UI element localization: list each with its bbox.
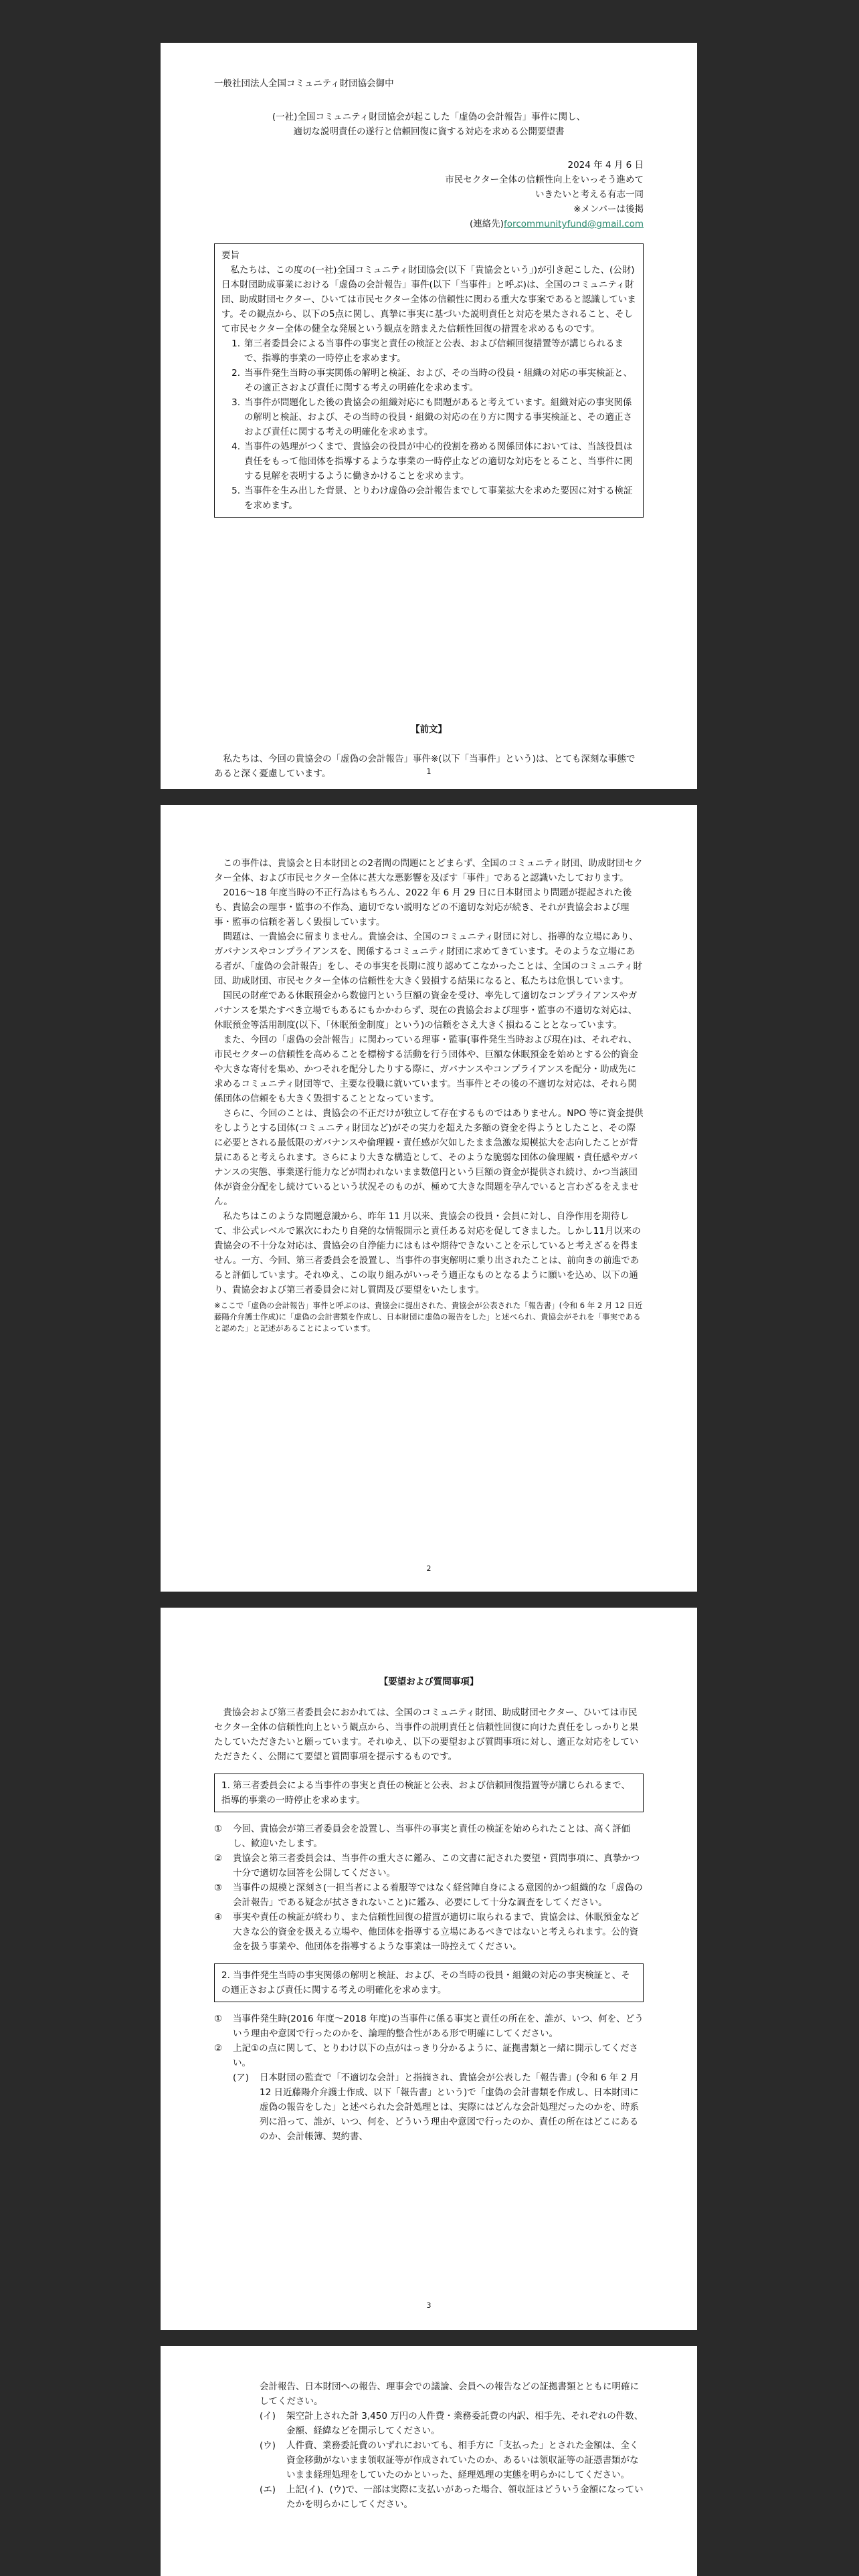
title-line-2: 適切な説明責任の遂行と信頼回復に資する対応を求める公開要望書	[293, 126, 565, 137]
request-box-2	[214, 1963, 644, 2002]
paragraph: さらに、今回のことは、貴協会の不正だけが独立して存在するものではありません。NPO 等に資金提供をしようとする団体(コミュニティ財団など)がその実力を超えた多額の資金を得ようとしたこと、その際に必要とされる最低限のガバナンスや倫理観・責任感が欠如したまま急激な規模拡大を志向したことが背景にあると考えられます。さらにより大きな構造として、そのような脆弱な団体の倫理観・責任感やガバナンスの実態、事業遂行能力などが問われないまま数億円という巨額の資金が提供され続け、かつ当該団体が資金分配をし続けているという状況そのものが、極めて大きな問題を孕んでいると言わざるをえません。	[214, 1108, 644, 1207]
summary-item: 2. 当事件発生当時の事実関係の解明と検証、および、その当時の役員・組織の対応の事実検証と、その適正さおよび責任に関する考えの明確化を求めます。	[231, 368, 632, 393]
addressee: 一般社団法人全国コミュニティ財団協会御中	[214, 78, 394, 89]
request-2-text: 2. 当事件発生当時の事実関係の解明と検証、および、その当時の役員・組織の対応の事実検証と、その適正さおよび責任に関する考えの明確化を求めます。	[221, 1970, 630, 1996]
sub-item: (エ) 上記(イ)、(ウ)で、一部は実際に支払いがあった場合、領収証はどういう金額になっていたかを明らかにしてください。	[260, 2484, 644, 2510]
sub-item: (ウ) 人件費、業務委託費のいずれにおいても、相手方に「支払った」とされた金額は、全く資金移動がないまま領収証等が作成されていたのか、あるいは領収証等の証憑書類がないまま経理処理をしていたのかといった、経理処理の実態を明らかにしてください。	[260, 2440, 639, 2480]
paragraph: また、今回の「虚偽の会計報告」に関わっている理事・監事(事件発生当時および現在)は、それぞれ、市民セクターの信頼性を高めることを標榜する活動を行う団体や、巨額な休眠預金を始めとする公的資金や大きな寄付を集め、かつそれを配分したりする際に、ガバナンスやコンプライアンスを配分・助成先に求めるコミュニティ財団等で、主要な役職に就いています。当事件とその後の不適切な対応は、それら関係団体の信頼をも大きく毀損することとなっています。	[214, 1035, 638, 1104]
contact-line	[214, 217, 644, 231]
page-number: 1	[426, 767, 432, 776]
request-1-text: 1. 第三者委員会による当事件の事実と責任の検証と公表、および信頼回復措置等が講じられるまで、指導的事業の一時停止を求めます。	[221, 1780, 630, 1806]
document-page-2	[161, 805, 697, 1592]
date: 2024 年 4 月 6 日	[567, 160, 644, 171]
list-item: ③ 当事件の規模と深刻さ(一担当者による着服等ではなく経営陣自身による意図的かつ組織的な「虚偽の会計報告」である疑念が拭さきれないこと)に鑑み、必要にして十分な調査をしてください。	[214, 1883, 643, 1908]
summary-item: 3. 当事件が問題化した後の貴協会の組織対応にも問題があると考えています。組織対応の事実関係の解明と検証、および、その当時の役員・組織の対応の在り方に関する事実検証と、その適正さおよび責任に関する考えの明確化を求めます。	[231, 397, 632, 437]
summary-item: 1. 第三者委員会による当事件の事実と責任の検証と公表、および信頼回復措置等が講じられるまで、指導的事業の一時停止を求めます。	[231, 338, 624, 364]
document-page-3	[161, 1608, 697, 2330]
contact-email-link[interactable]: forcommunityfund@gmail.com	[504, 219, 644, 229]
title-line-1: (一社)全国コミュニティ財団協会が起こした「虚偽の会計報告」事件に関し、	[272, 112, 586, 122]
sender-line-3: ※メンバーは後掲	[573, 204, 644, 215]
summary-heading: 要旨	[221, 250, 240, 261]
contact-label: (連絡先)	[470, 219, 504, 229]
page-number: 3	[426, 2301, 432, 2310]
summary-list	[221, 336, 636, 513]
list-item: ① 今回、貴協会が第三者委員会を設置し、当事件の事実と責任の検証を始められたことは、高く評価し、歓迎いたします。	[214, 1824, 630, 1849]
page2-body	[214, 856, 644, 1334]
preface-body: 私たちは、今回の貴協会の「虚偽の会計報告」事件※(以下「当事件」という)は、とても深刻な事態であると深く憂慮しています。	[214, 754, 636, 779]
list-item: ② 貴協会と第三者委員会は、当事件の重大さに鑑み、この文書に記された要望・質問事項に、真摯かつ十分で適切な回答を公開してください。	[214, 1853, 640, 1879]
requests-intro: 貴協会および第三者委員会におかれては、全国のコミュニティ財団、助成財団セクター、ひいては市民セクター全体の信頼性向上という観点から、当事件の説明責任と信頼性回復に向けた責任をしっかりと果たしていただきたいと願っています。それゆえ、以下の要望および質問事項に対し、適正な対応をしていただきたく、公開にて要望と質問事項を提示するものです。	[214, 1707, 639, 1762]
request-box-1	[214, 1774, 644, 1812]
sender-line-2: いきたいと考える有志一同	[535, 189, 644, 200]
summary-body: 私たちは、この度の(一社)全国コミュニティ財団協会(以下「貴協会という」)が引き起こした、(公財)日本財団助成事業における「虚偽の会計報告」事件(以下「当事件」と呼ぶ)は、全国のコミュニティ財団、助成財団セクター、ひいては市民セクター全体の信頼性に関わる重大な事案であると認識しています。その観点から、以下の5点に関し、真摯に事実に基づいた説明責任と対応を果たされること、そして市民セクター全体の健全な発展という観点を踏まえた信頼性回復の措置を求めるものです。	[221, 265, 636, 334]
sender-line-1: 市民セクター全体の信頼性向上をいっそう進めて	[445, 175, 644, 185]
footnote: ※ここで「虚偽の会計報告」事件と呼ぶのは、貴協会に提出された、貴協会が公表された「報告書」(令和 6 年 2 月 12 日近藤陽介弁護士作成)に「虚偽の会計書類を作成し、日本財団に虚偽の報告をした」と述べられ、貴協会がそれを「事実であると認めた」と記述があることによっています。	[214, 1301, 643, 1333]
summary-box	[214, 243, 644, 518]
list-item: ① 当事件発生時(2016 年度～2018 年度)の当事件に係る事実と責任の所在を、誰が、いつ、何を、どういう理由や意図で行ったのかを、論理的整合性がある形で明確にしてください。	[214, 2014, 644, 2039]
sub-item: (イ) 架空計上された計 3,450 万円の人件費・業務委託費の内訳、相手先、それぞれの件数、金額、経緯などを開示してください。	[260, 2411, 644, 2436]
document-page-1	[161, 43, 697, 789]
page-number: 2	[426, 1564, 432, 1573]
paragraph: この事件は、貴協会と日本財団との2者間の問題にとどまらず、全国のコミュニティ財団、助成財団セクター全体、および市民セクター全体に甚大な悪影響を及ぼす「事件」であると認識いたしております。	[214, 858, 643, 883]
document-page-4	[161, 2346, 697, 2576]
list-item: ④ 事実や責任の検証が終わり、また信頼性回復の措置が適切に取られるまで、貴協会は、休眠預金など大きな公的資金を扱える立場や、他団体を指導する立場にあるべきではないと考えられます。公的資金を扱う事業や、他団体を指導するような事業は一時控えてください。	[214, 1912, 640, 1952]
paragraph: 私たちはこのような問題意識から、昨年 11 月以来、貴協会の役員・会員に対し、自浄作用を期待して、非公式レベルで累次にわたり自発的な情報開示と責任ある対応を促してきました。しかし11月以来の貴協会の不十分な対応は、貴協会の自浄能力にはもはや期待できないことを示していると考えざるを得ません。一方、今回、第三者委員会を設置し、当事件の事実解明に乗り出されたことは、前向きの前進であると評価しています。それゆえ、この取り組みがいっそう適正なものとなるように願いを込め、以下の通り、貴協会および第三者委員会に対し質問及び要望をいたします。	[214, 1211, 641, 1295]
summary-item: 4. 当事件の処理がつくまで、貴協会の役員が中心的役割を務める関係団体においては、当該役員は責任をもって他団体を指導するような事業の一時停止などの適切な対応をとること、当事件に関する見解を表明するように働きかけることを求めます。	[231, 441, 633, 481]
continuation-text: 会計報告、日本財団への報告、理事会での議論、会員への報告などの証拠書類とともに明確にしてください。	[260, 2381, 639, 2407]
page4-body	[214, 2379, 644, 2512]
page3-body	[214, 1705, 644, 2144]
summary-item: 5. 当事件を生み出した背景、とりわけ虚偽の会計報告までして事業拡大を求めた要因に対する検証を求めます。	[231, 486, 633, 511]
paragraph: 問題は、一貴協会に留まりません。貴協会は、全国のコミュニティ財団に対し、指導的な立場にあり、ガバナンスやコンプライアンスを、関係するコミュニティ財団に求めてきています。そのような立場にある者が、「虚偽の会計報告」をし、その事実を長期に渡り認めてこなかったことは、全国のコミュニティ財団、助成財団、市民セクター全体の信頼性を大きく毀損する結果になると、私たちは危惧しています。	[214, 932, 642, 986]
preface-heading: 【前文】	[411, 724, 447, 735]
sub-item: (ア) 日本財団の監査で「不適切な会計」と指摘され、貴協会が公表した「報告書」(令和 6 年 2 月 12 日近藤陽介弁護士作成、以下「報告書」という)で「虚偽の会計書類を作成し、日本財団に虚偽の報告をした」と述べられた会計処理とは、実際にはどんな会計処理だったのかを、時系列に沿って、誰が、いつ、何を、どういう理由や意図で行ったのか、責任の所在はどこにあるのか、会計帳簿、契約書、	[233, 2072, 639, 2142]
list-item: ② 上記①の点に関して、とりわけ以下の点がはっきり分かるように、証拠書類と一緒に開示してください。	[214, 2043, 638, 2068]
requests-heading: 【要望および質問事項】	[379, 1677, 479, 1687]
paragraph: 2016～18 年度当時の不正行為はもちろん、2022 年 6 月 29 日に日本財団より問題が提起された後も、貴協会の理事・監事の不作為、適切でない説明などの不適切な対応が続き、それが貴協会および理事・監事の信頼を著しく毀損しています。	[214, 887, 632, 928]
paragraph: 国民の財産である休眠預金から数億円という巨額の資金を受け、率先して適切なコンプライアンスやガバナンスを果たすべき立場でもあるにもかかわらず、現在の貴協会および理事・監事の不適切な対応は、休眠預金等活用制度(以下、「休眠預金制度」という)の信頼をさえ大きく損ねることとなっています。	[214, 990, 638, 1031]
